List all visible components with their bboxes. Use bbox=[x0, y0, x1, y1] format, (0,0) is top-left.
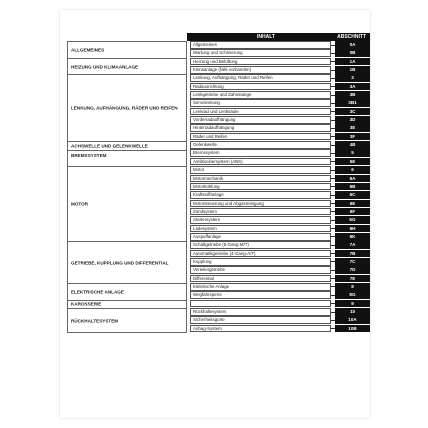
table-row[interactable] bbox=[190, 283, 370, 291]
header-contents: INHALT bbox=[257, 34, 275, 40]
section-code: 10A bbox=[335, 316, 370, 324]
entry-label: Motorkühlung bbox=[190, 183, 331, 191]
entry-label: Kraftstoffanlage bbox=[190, 191, 331, 199]
table-row[interactable] bbox=[190, 250, 370, 258]
entry-label: Airbag-System bbox=[190, 325, 331, 333]
entry-label: Motor bbox=[190, 166, 331, 174]
table-row[interactable] bbox=[190, 91, 370, 99]
table-row[interactable] bbox=[190, 266, 370, 274]
group-column bbox=[67, 41, 187, 333]
section-code: 3E bbox=[335, 124, 370, 132]
entry-label: Sicherheitsgurte bbox=[190, 316, 331, 324]
section-code: 7D bbox=[335, 266, 370, 274]
header-section: ABSCHNITT bbox=[337, 34, 366, 40]
table-row[interactable] bbox=[190, 200, 370, 208]
group-cell bbox=[67, 308, 187, 333]
section-code: 0A bbox=[335, 41, 370, 49]
entry-label: Servolenkung bbox=[190, 99, 331, 107]
section-code: 3 bbox=[335, 74, 370, 82]
table-row[interactable] bbox=[190, 83, 370, 91]
section-code: 6K bbox=[335, 233, 370, 241]
section-code: 8 bbox=[335, 283, 370, 291]
entry-label: Klimaanlage (falls vorhanden) bbox=[190, 66, 331, 74]
section-code: 7B bbox=[335, 250, 370, 258]
group-label: BREMSSYSTEM bbox=[71, 152, 107, 158]
table-row[interactable] bbox=[190, 66, 370, 74]
section-code: 5 bbox=[335, 149, 370, 157]
table-row[interactable] bbox=[190, 241, 370, 249]
entry-label: Bremssystem bbox=[190, 149, 331, 157]
table-row[interactable] bbox=[190, 41, 370, 49]
table-row[interactable] bbox=[190, 208, 370, 216]
table-row[interactable] bbox=[190, 58, 370, 66]
entry-column bbox=[190, 41, 370, 333]
entry-label bbox=[190, 300, 331, 308]
group-cell bbox=[67, 241, 187, 283]
table-row[interactable] bbox=[190, 216, 370, 224]
section-code: 4B bbox=[335, 141, 370, 149]
table-header bbox=[187, 33, 370, 41]
entry-label: Auspuffanlage bbox=[190, 233, 331, 241]
entry-label: Rückhaltesystem bbox=[190, 308, 331, 316]
table-row[interactable] bbox=[190, 166, 370, 174]
table-row[interactable] bbox=[190, 225, 370, 233]
section-code: 7C bbox=[335, 258, 370, 266]
group-label: HEIZUNG UND KLIMAANLAGE bbox=[71, 64, 139, 70]
table-row[interactable] bbox=[190, 233, 370, 241]
entry-label: Lenkung, Aufhängung, Räder und Reifen bbox=[190, 74, 331, 82]
entry-label: Wegfahrsperre bbox=[190, 291, 331, 299]
group-label: GETRIEBE, KUPPLUNG UND DIFFERENTIAL bbox=[71, 260, 169, 266]
entry-label: Verteilergetriebe bbox=[190, 266, 331, 274]
section-code: 6 bbox=[335, 166, 370, 174]
section-code: 1B bbox=[335, 66, 370, 74]
group-cell bbox=[67, 283, 187, 300]
section-code: 6H bbox=[335, 225, 370, 233]
table-row[interactable] bbox=[190, 108, 370, 116]
group-cell bbox=[67, 58, 187, 75]
section-code: 10B bbox=[335, 325, 370, 333]
section-code: 6F bbox=[335, 208, 370, 216]
section-code: 3C bbox=[335, 108, 370, 116]
group-cell bbox=[67, 41, 187, 58]
group-label: MOTOR bbox=[71, 201, 89, 207]
table-row[interactable] bbox=[190, 291, 370, 299]
section-code: 3A bbox=[335, 83, 370, 91]
group-cell bbox=[67, 74, 187, 141]
entry-label: Elektrische Anlage bbox=[190, 283, 331, 291]
group-label: ALLGEMEINES bbox=[71, 47, 105, 53]
section-code: 0B bbox=[335, 49, 370, 57]
group-cell bbox=[67, 300, 187, 308]
table-row[interactable] bbox=[190, 175, 370, 183]
section-code: 3B1 bbox=[335, 99, 370, 107]
group-cell bbox=[67, 141, 187, 149]
table-row[interactable] bbox=[190, 149, 370, 157]
entry-label: Lenkrad und Lenksäule bbox=[190, 108, 331, 116]
section-code: 8G bbox=[335, 291, 370, 299]
group-label: ELEKTRISCHE ANLAGE bbox=[71, 289, 124, 295]
table-row[interactable] bbox=[190, 74, 370, 82]
entry-label: Automatikgetriebe (4-Gang-A/T) bbox=[190, 250, 331, 258]
table-row[interactable] bbox=[190, 258, 370, 266]
entry-label: Gelenkwelle bbox=[190, 141, 331, 149]
table-row[interactable] bbox=[190, 183, 370, 191]
section-code: 3D bbox=[335, 116, 370, 124]
table-row[interactable] bbox=[190, 316, 370, 324]
table-row[interactable] bbox=[190, 158, 370, 166]
group-label: ACHSWELLE UND GELENKWELLE bbox=[71, 143, 148, 149]
table-row[interactable] bbox=[190, 308, 370, 316]
entry-label: Schaltgetriebe (5-Gang-M/T) bbox=[190, 241, 331, 249]
table-row[interactable] bbox=[190, 116, 370, 124]
entry-label: Antiblockiersystem (ABS) bbox=[190, 158, 331, 166]
table-row[interactable] bbox=[190, 275, 370, 283]
section-code: 1A bbox=[335, 58, 370, 66]
entry-label: Zündsystem bbox=[190, 208, 331, 216]
entry-label: Hinterradaufhängung bbox=[190, 124, 331, 132]
entry-label: Radausrichtung bbox=[190, 83, 331, 91]
section-code: 3F bbox=[335, 133, 370, 141]
table-row[interactable] bbox=[190, 141, 370, 149]
section-code: 6A bbox=[335, 175, 370, 183]
section-code: 6C bbox=[335, 191, 370, 199]
entry-label: Startersystem bbox=[190, 216, 331, 224]
entry-label: Ladesystem bbox=[190, 225, 331, 233]
table-row[interactable] bbox=[190, 300, 370, 308]
entry-label: Lenkgetriebe und Zahnstange bbox=[190, 91, 331, 99]
group-label: RÜCKHALTESYSTEM bbox=[71, 318, 119, 324]
group-cell bbox=[67, 150, 187, 167]
entry-label: Differential bbox=[190, 275, 331, 283]
section-code: 6E bbox=[335, 200, 370, 208]
entry-label: Räder und Reifen bbox=[190, 133, 331, 141]
table-row[interactable] bbox=[190, 124, 370, 132]
section-code: 10 bbox=[335, 308, 370, 316]
section-code: 3B bbox=[335, 91, 370, 99]
table-row[interactable] bbox=[190, 49, 370, 57]
entry-label: Allgemeines bbox=[190, 41, 331, 49]
section-code: 6G bbox=[335, 216, 370, 224]
section-code: 7A bbox=[335, 241, 370, 249]
section-code: 5E bbox=[335, 158, 370, 166]
section-code: 6B bbox=[335, 183, 370, 191]
entry-label: Kupplung bbox=[190, 258, 331, 266]
table-row[interactable] bbox=[190, 99, 370, 107]
entry-label: Motormechanik bbox=[190, 175, 331, 183]
section-code: 7E bbox=[335, 275, 370, 283]
table-row[interactable] bbox=[190, 133, 370, 141]
entry-label: Wartung und Schmierung bbox=[190, 49, 331, 57]
table-row[interactable] bbox=[190, 191, 370, 199]
group-label: LENKUNG, AUFHÄNGUNG, RÄDER UND REIFEN bbox=[71, 105, 178, 111]
section-code: 9 bbox=[335, 300, 370, 308]
group-cell bbox=[67, 166, 187, 241]
entry-label: Heizung und Belüftung bbox=[190, 58, 331, 66]
entry-label: Motorsteuerung und Abgasreinigung bbox=[190, 200, 331, 208]
table-row[interactable] bbox=[190, 325, 370, 333]
group-label: KAROSSERIE bbox=[71, 301, 102, 307]
entry-label: Vorderradaufhängung bbox=[190, 116, 331, 124]
